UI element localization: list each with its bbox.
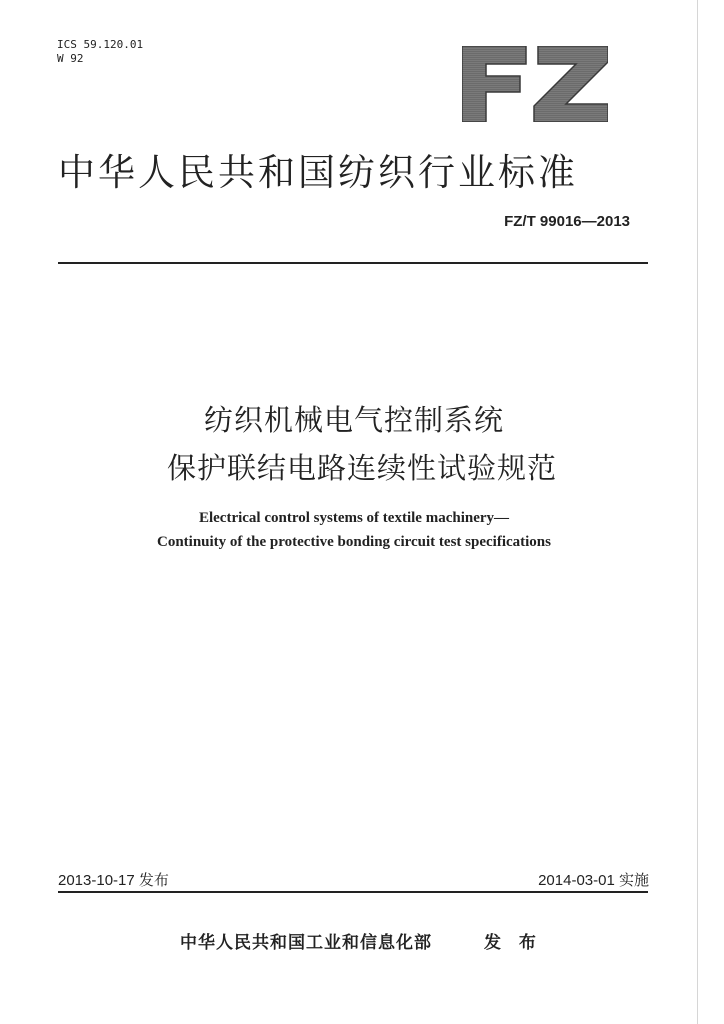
standard-category-title: 中华人民共和国纺织行业标准: [58, 151, 578, 194]
english-title-line-2: Continuity of the protective bonding circuit test specifications: [156, 534, 551, 550]
header-divider: [58, 262, 648, 264]
ccs-code: W 92: [57, 52, 84, 65]
logo-letter-f: [462, 46, 526, 122]
ics-code: ICS 59.120.01: [57, 38, 144, 51]
classification-codes: [57, 38, 143, 66]
chinese-title-line-2: 保护联结电路连续性试验规范: [166, 451, 557, 485]
footer-divider: [58, 891, 648, 893]
implementation-date: 2014-03-01 实施: [538, 872, 649, 889]
standard-number: FZ/T 99016—2013: [504, 213, 630, 230]
issue-date: 2013-10-17 发布: [58, 872, 169, 889]
chinese-title-line-1: 纺织机械电气控制系统: [203, 403, 504, 437]
english-title-line-1: Electrical control systems of textile machinery—: [198, 510, 510, 526]
publish-label: 发 布: [484, 933, 542, 953]
publisher-name: 中华人民共和国工业和信息化部: [180, 933, 432, 953]
logo-letter-z: [534, 46, 608, 122]
fz-logo: [462, 46, 608, 122]
